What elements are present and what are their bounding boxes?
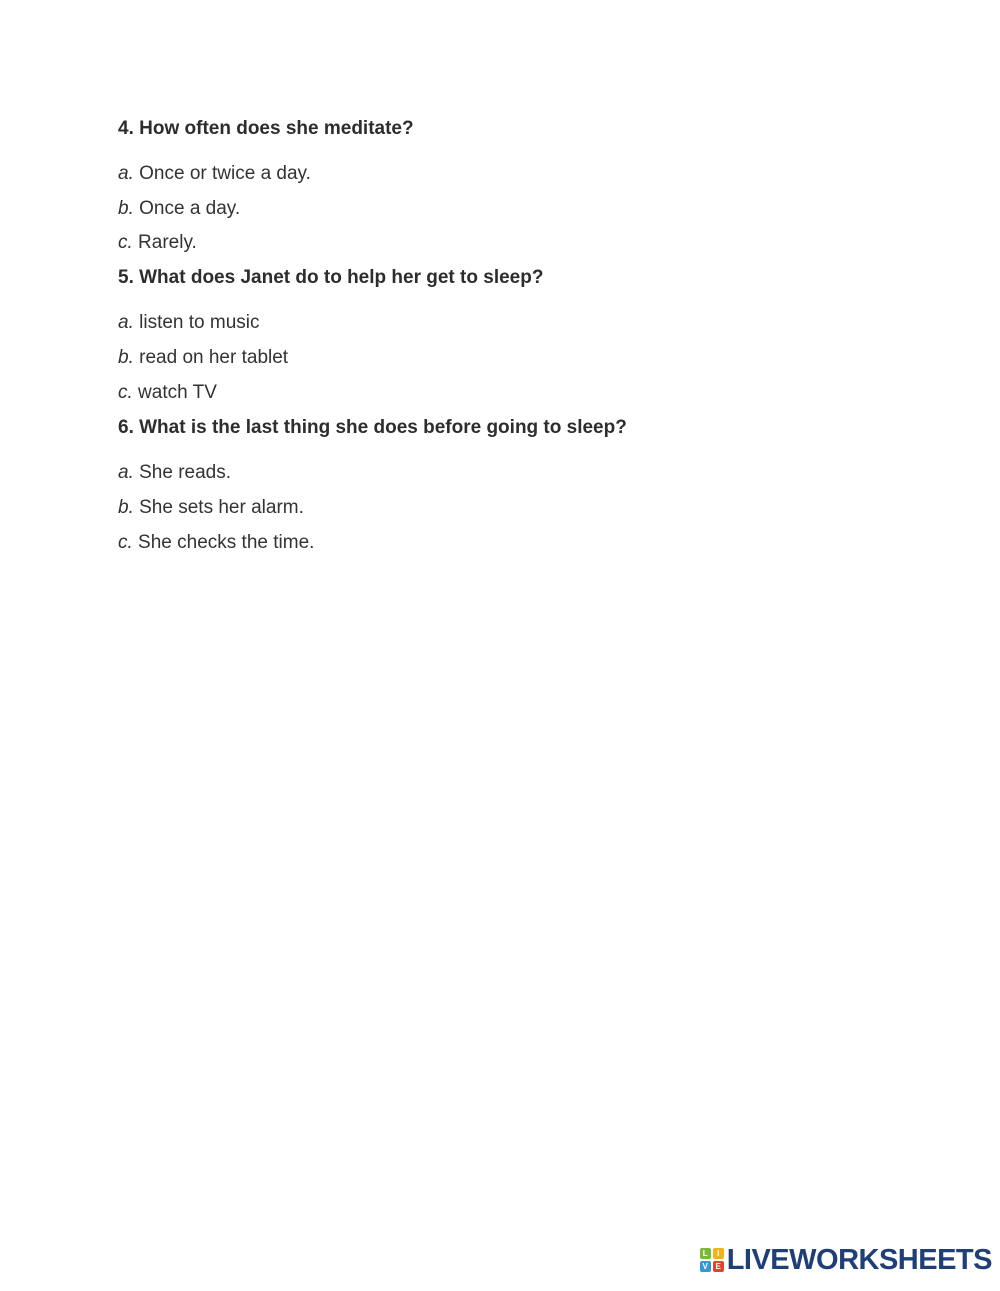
question-6-option-a[interactable] xyxy=(118,462,231,484)
logo-mark-v: V xyxy=(700,1261,711,1272)
question-6-option-c[interactable] xyxy=(118,532,314,554)
question-4-prompt: 4. How often does she meditate? xyxy=(118,118,414,139)
option-letter: b. xyxy=(118,347,134,368)
option-text: Once or twice a day. xyxy=(133,163,311,184)
question-4-option-b[interactable] xyxy=(118,198,240,220)
option-letter: c. xyxy=(118,382,133,403)
option-text: Rarely. xyxy=(132,232,197,253)
option-letter: a. xyxy=(118,163,134,184)
option-text: read on her tablet xyxy=(133,347,289,368)
liveworksheets-logo xyxy=(700,1245,992,1275)
question-4-option-a[interactable] xyxy=(118,163,311,185)
option-letter: c. xyxy=(118,232,133,253)
logo-mark-i: I xyxy=(713,1248,724,1259)
option-letter: a. xyxy=(118,462,134,483)
option-text: She checks the time. xyxy=(132,532,315,553)
option-text: listen to music xyxy=(133,312,260,333)
logo-mark-icon xyxy=(700,1248,724,1272)
logo-mark-l: L xyxy=(700,1248,711,1259)
option-text: watch TV xyxy=(132,382,217,403)
option-letter: a. xyxy=(118,312,134,333)
question-5-option-c[interactable] xyxy=(118,382,217,404)
question-6-prompt: 6. What is the last thing she does before going to sleep? xyxy=(118,417,627,438)
option-letter: b. xyxy=(118,497,134,518)
option-text: She sets her alarm. xyxy=(133,497,304,518)
option-text: Once a day. xyxy=(133,198,241,219)
question-5-option-b[interactable] xyxy=(118,347,288,369)
option-letter: b. xyxy=(118,198,134,219)
question-4-option-c[interactable] xyxy=(118,232,197,254)
logo-mark-e: E xyxy=(713,1261,724,1272)
question-5-option-a[interactable] xyxy=(118,312,260,334)
logo-text: LIVEWORKSHEETS xyxy=(726,1243,992,1276)
option-text: She reads. xyxy=(133,462,232,483)
question-6-option-b[interactable] xyxy=(118,497,304,519)
option-letter: c. xyxy=(118,532,133,553)
question-5-prompt: 5. What does Janet do to help her get to sleep? xyxy=(118,267,544,288)
